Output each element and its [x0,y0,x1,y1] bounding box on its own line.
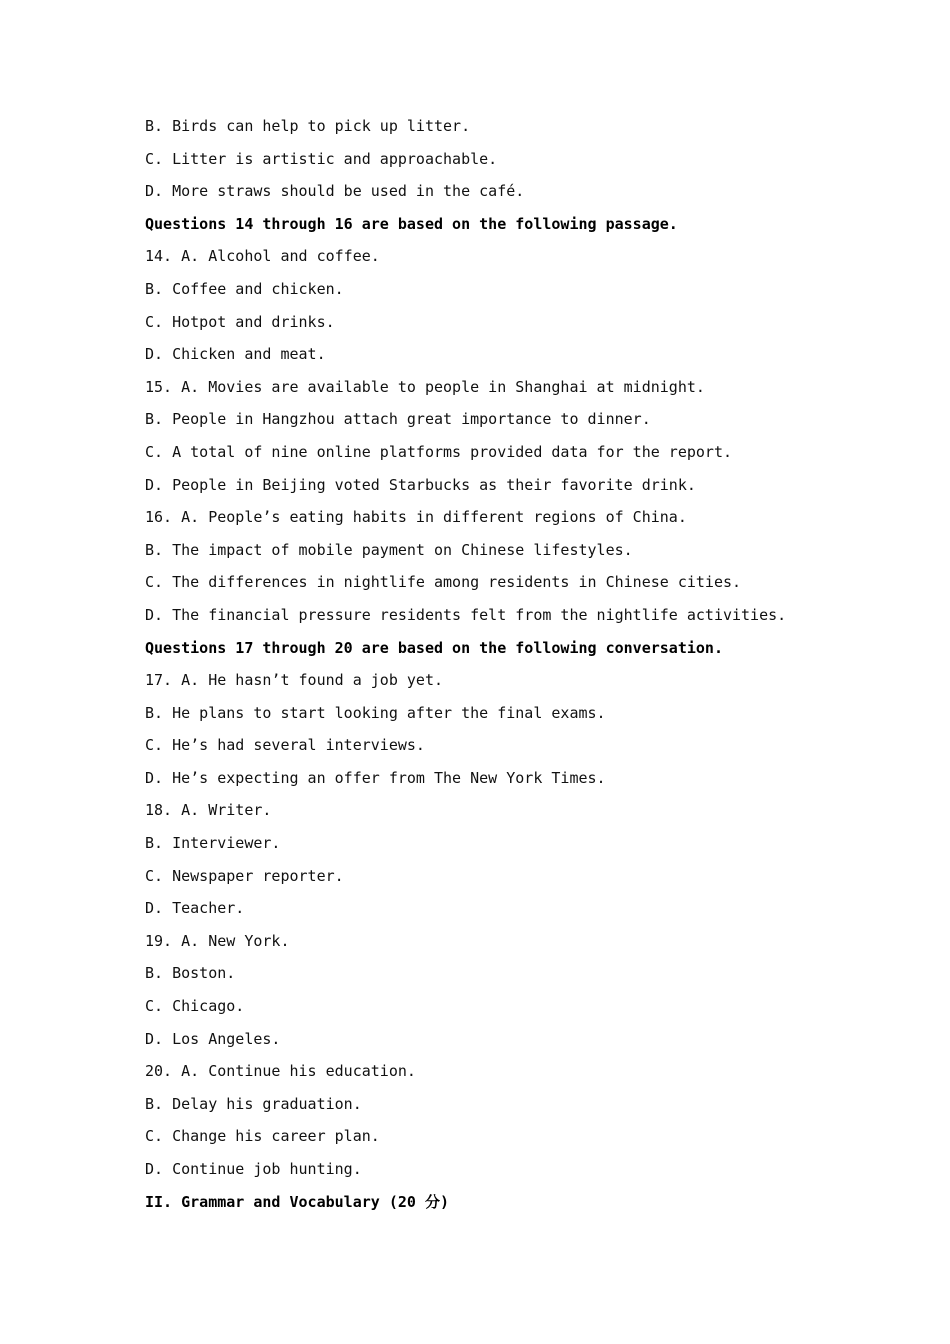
question-16-option-b: B. The impact of mobile payment on Chinese lifestyles. [145,540,633,559]
question-20-option-a: 20. A. Continue his education. [145,1062,416,1081]
question-18-option-d: D. Teacher. [145,899,245,918]
option-line-13d: D. More straws should be used in the café. [145,182,525,201]
document-page [145,110,905,1218]
option-line-13c: C. Litter is artistic and approachable. [145,149,498,168]
question-17-option-a: 17. A. He hasn’t found a job yet. [145,671,444,690]
question-19-option-a: 19. A. New York. [145,931,290,950]
question-17-option-d: D. He’s expecting an offer from The New York Times. [145,768,606,787]
question-20-option-d: D. Continue job hunting. [145,1160,362,1178]
question-15-option-a: 15. A. Movies are available to people in Shanghai at midnight. [145,377,705,396]
question-17-option-c: C. He’s had several interviews. [145,736,425,755]
question-15-option-c: C. A total of nine online platforms provided data for the report. [145,442,732,461]
question-18-option-a: 18. A. Writer. [145,801,272,820]
question-16-option-d: D. The financial pressure residents felt from the nightlife activities. [145,605,787,624]
question-14-option-a: 14. A. Alcohol and coffee. [145,247,380,266]
question-19-option-c: C. Chicago. [145,997,245,1016]
question-14-option-d: D. Chicken and meat. [145,345,326,364]
section-heading-q14-16: Questions 14 through 16 are based on the following passage. [145,214,678,233]
question-16-option-c: C. The differences in nightlife among residents in Chinese cities. [145,573,742,592]
question-15-option-b: B. People in Hangzhou attach great importance to dinner. [145,410,651,429]
question-15-option-d: D. People in Beijing voted Starbucks as their favorite drink. [145,475,696,494]
question-18-option-c: C. Newspaper reporter. [145,866,344,885]
question-16-option-a: 16. A. People’s eating habits in different regions of China. [145,508,687,527]
option-line-13b: B. Birds can help to pick up litter. [145,117,471,135]
question-18-option-b: B. Interviewer. [145,834,281,853]
section-heading-q17-20: Questions 17 through 20 are based on the following conversation. [145,638,723,657]
question-20-option-b: B. Delay his graduation. [145,1094,362,1113]
question-14-option-b: B. Coffee and chicken. [145,279,344,298]
question-20-option-c: C. Change his career plan. [145,1127,380,1146]
question-14-option-c: C. Hotpot and drinks. [145,312,335,331]
section-heading-grammar: II. Grammar and Vocabulary (20 分) [145,1192,449,1211]
question-17-option-b: B. He plans to start looking after the final exams. [145,703,606,722]
question-19-option-d: D. Los Angeles. [145,1029,281,1048]
question-19-option-b: B. Boston. [145,964,236,983]
